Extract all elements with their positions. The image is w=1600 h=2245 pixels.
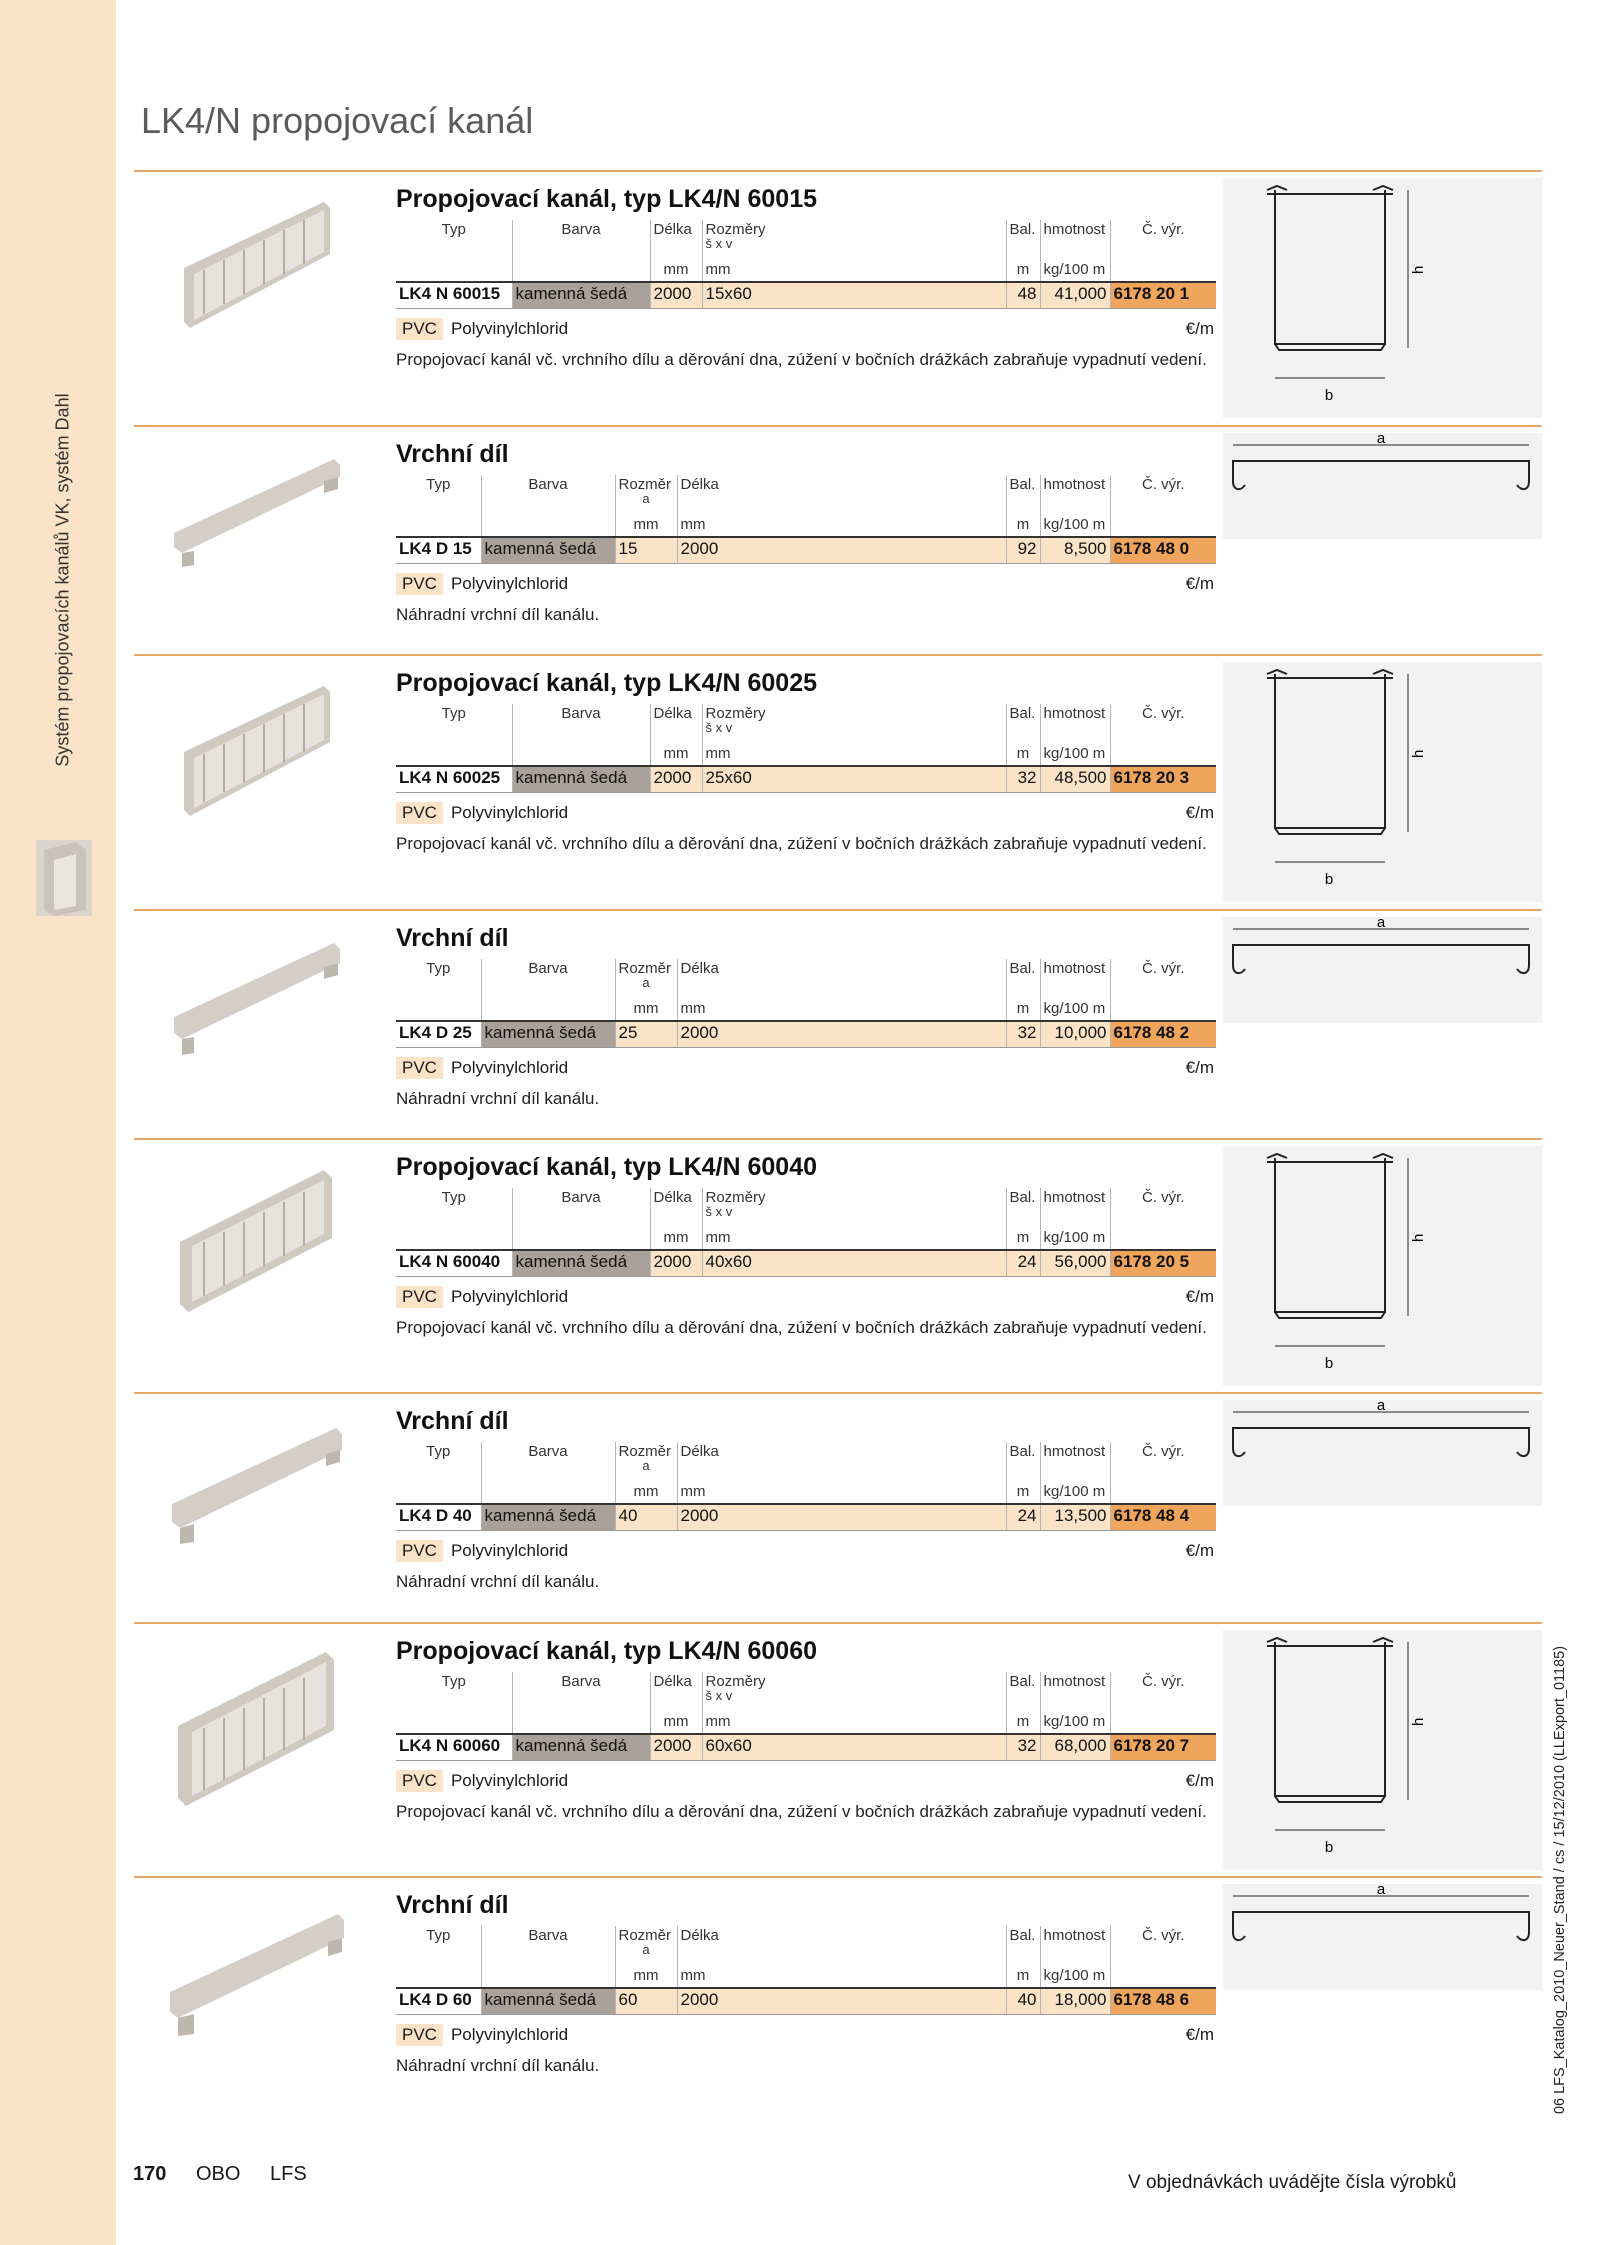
material-row: PVC Polyvinylchlorid €/m xyxy=(396,1537,1216,1565)
product-description: Propojovací kanál vč. vrchního dílu a děrování dna, zúžení v bočních drážkách zabraňuje vypadnutí vedení. xyxy=(396,1801,1207,1821)
table-row: LK4 N 60025 kamenná šedá 2000 25x60 32 48,500 6178 20 3 xyxy=(396,766,1216,792)
cover-drawing xyxy=(1223,917,1542,1023)
cover-photo xyxy=(134,1884,374,2068)
section-title: Propojovací kanál, typ LK4/N 60015 xyxy=(396,185,817,213)
cover-photo xyxy=(134,433,374,617)
section-title: Vrchní díl xyxy=(396,1891,509,1919)
product-description: Náhradní vrchní díl kanálu. xyxy=(396,1571,600,1591)
cover-photo xyxy=(134,1400,374,1584)
dim-b-label: b xyxy=(1324,871,1334,888)
section-title: Vrchní díl xyxy=(396,924,509,952)
table-row: LK4 N 60040 kamenná šedá 2000 40x60 24 56,000 6178 20 5 xyxy=(396,1250,1216,1276)
table-row: LK4 N 60060 kamenná šedá 2000 60x60 32 68,000 6178 20 7 xyxy=(396,1734,1216,1760)
section-title: Propojovací kanál, typ LK4/N 60040 xyxy=(396,1153,817,1181)
table-row: LK4 D 25 kamenná šedá 25 2000 32 10,000 6178 48 2 xyxy=(396,1021,1216,1047)
canal-photo xyxy=(134,662,374,846)
table-row: LK4 D 40 kamenná šedá 40 2000 24 13,500 6178 48 4 xyxy=(396,1504,1216,1530)
dim-h-label: h xyxy=(1410,265,1427,274)
material-row: PVC Polyvinylchlorid €/m xyxy=(396,799,1216,827)
canal-photo xyxy=(134,1630,374,1814)
section-title: Propojovací kanál, typ LK4/N 60025 xyxy=(396,669,817,697)
product-description: Propojovací kanál vč. vrchního dílu a děrování dna, zúžení v bočních drážkách zabraňuje vypadnutí vedení. xyxy=(396,349,1207,369)
cross-section-drawing xyxy=(1223,1146,1542,1386)
product-section-60015 xyxy=(134,170,1542,421)
dim-b-label: b xyxy=(1324,387,1334,404)
cover-drawing xyxy=(1223,1400,1542,1506)
dim-h-label: h xyxy=(1410,749,1427,758)
cover-drawing xyxy=(1223,433,1542,539)
spec-table: Typ Barva Rozměr a Délka Bal. hmotnost Č. výr. mm mm m kg/100 m LK4 D 15 kamenná šedá 15 2000 92 8,500 6178 48 0 xyxy=(396,475,1216,564)
canal-photo xyxy=(134,178,374,362)
dim-a-label: a xyxy=(1376,1884,1386,1898)
dim-h-label: h xyxy=(1410,1717,1427,1726)
spec-table: Typ Barva Délka Rozměry š x v Bal. hmotnost Č. výr. mm mm m kg/100 m LK4 N 60015 kamenná šedá 2000 15x60 48 41,000 6178 20 1 xyxy=(396,220,1216,309)
page-number: 170 xyxy=(133,2163,167,2185)
product-description: Náhradní vrchní díl kanálu. xyxy=(396,604,600,624)
dim-h-label: h xyxy=(1410,1233,1427,1242)
table-row: LK4 D 15 kamenná šedá 15 2000 92 8,500 6178 48 0 xyxy=(396,537,1216,563)
cross-section-drawing xyxy=(1223,662,1542,902)
product-section-d15 xyxy=(134,425,1542,653)
cross-section-drawing xyxy=(1223,1630,1542,1870)
material-row: PVC Polyvinylchlorid €/m xyxy=(396,1767,1216,1795)
spec-table: Typ Barva Rozměr a Délka Bal. hmotnost Č. výr. mm mm m kg/100 m LK4 D 40 kamenná šedá 40 2000 24 13,500 6178 48 4 xyxy=(396,1442,1216,1531)
material-row: PVC Polyvinylchlorid €/m xyxy=(396,570,1216,598)
product-description: Propojovací kanál vč. vrchního dílu a děrování dna, zúžení v bočních drážkách zabraňuje vypadnutí vedení. xyxy=(396,1317,1207,1337)
material-row: PVC Polyvinylchlorid €/m xyxy=(396,2021,1216,2049)
product-section-d60 xyxy=(134,1876,1542,2104)
dim-a-label: a xyxy=(1376,1400,1386,1414)
material-row: PVC Polyvinylchlorid €/m xyxy=(396,1283,1216,1311)
footer-brand: OBO xyxy=(196,2163,241,2185)
product-section-d25 xyxy=(134,909,1542,1137)
spec-table: Typ Barva Délka Rozměry š x v Bal. hmotnost Č. výr. mm mm m kg/100 m LK4 N 60040 kamenná šedá 2000 40x60 24 56,000 6178 20 5 xyxy=(396,1188,1216,1277)
product-description: Náhradní vrchní díl kanálu. xyxy=(396,1088,600,1108)
side-right-label: 06 LFS_Katalog_2010_Neuer_Stand / cs / 15/12/2010 (LLExport_01185) xyxy=(1552,1645,1568,2115)
page-title: LK4/N propojovací kanál xyxy=(141,100,534,141)
product-section-60025 xyxy=(134,654,1542,905)
cross-section-drawing xyxy=(1223,178,1542,418)
material-row: PVC Polyvinylchlorid €/m xyxy=(396,1054,1216,1082)
product-section-60060 xyxy=(134,1622,1542,1873)
dim-a-label: a xyxy=(1376,917,1386,931)
dim-b-label: b xyxy=(1324,1355,1334,1372)
product-section-d40 xyxy=(134,1392,1542,1620)
cover-drawing xyxy=(1223,1884,1542,1990)
dim-b-label: b xyxy=(1324,1839,1334,1856)
side-strip xyxy=(0,0,116,2245)
table-row: LK4 N 60015 kamenná šedá 2000 15x60 48 41,000 6178 20 1 xyxy=(396,282,1216,308)
section-title: Propojovací kanál, typ LK4/N 60060 xyxy=(396,1637,817,1665)
footer-section: LFS xyxy=(270,2163,307,2185)
product-section-60040 xyxy=(134,1138,1542,1389)
spec-table: Typ Barva Rozměr a Délka Bal. hmotnost Č. výr. mm mm m kg/100 m LK4 D 60 kamenná šedá 60 2000 40 18,000 6178 48 6 xyxy=(396,1926,1216,2015)
canal-photo xyxy=(134,1146,374,1330)
footer-note: V objednávkách uvádějte čísla výrobků xyxy=(1128,2172,1457,2193)
side-label: Systém propojovacích kanálů VK, systém Dahl xyxy=(52,393,73,767)
section-title: Vrchní díl xyxy=(396,1407,509,1435)
cover-photo xyxy=(134,917,374,1101)
side-thumbnail xyxy=(36,840,92,916)
product-description: Propojovací kanál vč. vrchního dílu a děrování dna, zúžení v bočních drážkách zabraňuje vypadnutí vedení. xyxy=(396,833,1207,853)
dim-a-label: a xyxy=(1376,433,1386,447)
spec-table: Typ Barva Rozměr a Délka Bal. hmotnost Č. výr. mm mm m kg/100 m LK4 D 25 kamenná šedá 25 2000 32 10,000 6178 48 2 xyxy=(396,959,1216,1048)
material-row: PVC Polyvinylchlorid €/m xyxy=(396,315,1216,343)
section-title: Vrchní díl xyxy=(396,440,509,468)
product-description: Náhradní vrchní díl kanálu. xyxy=(396,2055,600,2075)
spec-table: Typ Barva Délka Rozměry š x v Bal. hmotnost Č. výr. mm mm m kg/100 m LK4 N 60025 kamenná šedá 2000 25x60 32 48,500 6178 20 3 xyxy=(396,704,1216,793)
table-row: LK4 D 60 kamenná šedá 60 2000 40 18,000 6178 48 6 xyxy=(396,1988,1216,2014)
spec-table: Typ Barva Délka Rozměry š x v Bal. hmotnost Č. výr. mm mm m kg/100 m LK4 N 60060 kamenná šedá 2000 60x60 32 68,000 6178 20 7 xyxy=(396,1672,1216,1761)
